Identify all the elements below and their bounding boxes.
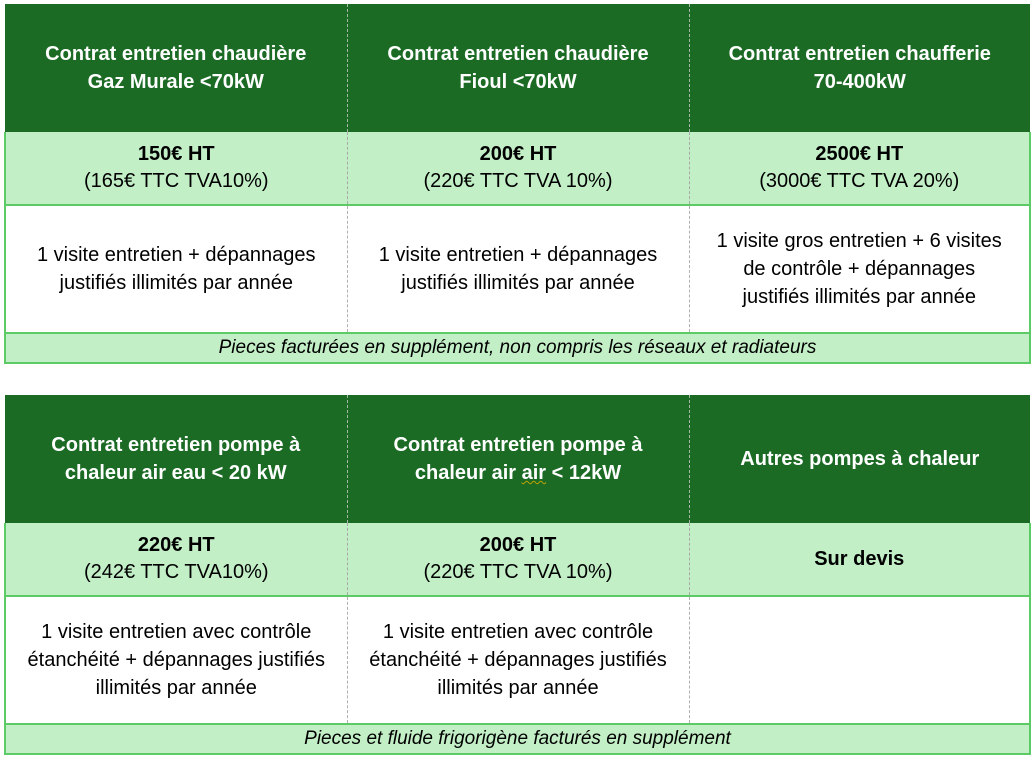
- price-ttc: (3000€ TTC TVA 20%): [759, 170, 960, 192]
- header-oil-boiler: Contrat entretien chaudière Fioul <70kW: [347, 4, 689, 132]
- description-row: [5, 596, 1030, 724]
- spellcheck-underline: air: [521, 462, 547, 484]
- price-cell: [5, 132, 347, 205]
- price-cell: [689, 132, 1030, 205]
- header-gas-boiler: Contrat entretien chaudière Gaz Murale <70kW: [5, 4, 347, 132]
- footer-note: Pieces facturées en supplément, non compris les réseaux et radiateurs: [5, 333, 1030, 363]
- header-row: [5, 395, 1030, 523]
- boiler-contracts-table: [4, 4, 1031, 364]
- price-row: [5, 132, 1030, 205]
- price-cell: [5, 523, 347, 596]
- price-ttc: (220€ TTC TVA 10%): [423, 170, 613, 192]
- description-cell: 1 visite entretien avec contrôle étanchéité + dépannages justifiés illimités par année: [5, 596, 347, 724]
- price-ht: 220€ HT: [137, 534, 215, 556]
- footer-note: Pieces et fluide frigorigène facturés en supplément: [5, 724, 1030, 754]
- heat-pump-contracts-table: [4, 395, 1031, 755]
- description-cell: 1 visite gros entretien + 6 visites de contrôle + dépannages justifiés illimités par année: [689, 205, 1030, 333]
- price-ttc: (220€ TTC TVA 10%): [423, 561, 613, 583]
- price-row: [5, 523, 1030, 596]
- footer-row: [5, 724, 1030, 754]
- price-ht: 200€ HT: [479, 534, 557, 556]
- price-ht: 2500€ HT: [815, 143, 904, 165]
- header-boiler-room: Contrat entretien chaufferie 70-400kW: [689, 4, 1030, 132]
- description-cell: 1 visite entretien + dépannages justifiés illimités par année: [347, 205, 689, 333]
- footer-row: [5, 333, 1030, 363]
- header-air-air-pump: Contrat entretien pompe à chaleur air air < 12kW: [347, 395, 689, 523]
- price-ht: 200€ HT: [479, 143, 557, 165]
- price-ttc: (165€ TTC TVA10%): [83, 170, 269, 192]
- price-ttc: (242€ TTC TVA10%): [83, 561, 269, 583]
- price-on-quote: Sur devis: [814, 547, 905, 570]
- description-cell: 1 visite entretien + dépannages justifiés illimités par année: [5, 205, 347, 333]
- price-cell: [347, 523, 689, 596]
- header-air-water-pump: Contrat entretien pompe à chaleur air eau < 20 kW: [5, 395, 347, 523]
- description-row: [5, 205, 1030, 333]
- header-row: [5, 4, 1030, 132]
- description-cell-empty: [689, 596, 1030, 724]
- price-cell: [689, 523, 1030, 596]
- price-cell: [347, 132, 689, 205]
- header-other-pumps: Autres pompes à chaleur: [689, 395, 1030, 523]
- description-cell: 1 visite entretien avec contrôle étanchéité + dépannages justifiés illimités par année: [347, 596, 689, 724]
- price-ht: 150€ HT: [137, 143, 215, 165]
